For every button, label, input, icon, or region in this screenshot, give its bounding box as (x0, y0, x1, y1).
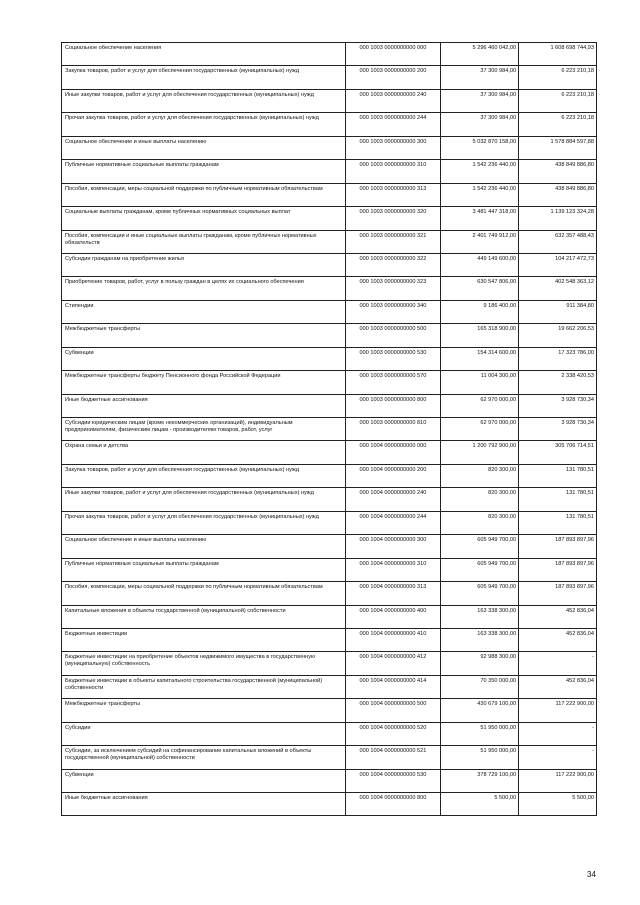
budget-table-body (62, 43, 597, 816)
row-name-cell: Приобретение товаров, работ, услуг в пользу граждан в целях их социального обеспечения (62, 277, 346, 300)
table-row (62, 207, 597, 230)
row-name-cell: Субсидии (62, 722, 346, 745)
row-code-cell: 000 1003 0000000000 322 (345, 253, 441, 276)
table-row (62, 746, 597, 769)
row-executed-cell: - (519, 722, 597, 745)
row-executed-cell: 1 608 698 744,93 (519, 43, 597, 66)
row-executed-cell: 452 836,04 (519, 675, 597, 698)
row-executed-cell: 402 548 363,12 (519, 277, 597, 300)
table-row (62, 43, 597, 66)
table-row (62, 136, 597, 159)
row-code-cell: 000 1004 0000000000 412 (345, 652, 441, 675)
row-executed-cell: 6 223 210,18 (519, 66, 597, 89)
row-amount-cell: 3 481 447 318,00 (441, 207, 519, 230)
row-executed-cell: 6 223 210,18 (519, 89, 597, 112)
row-name-cell: Субвенции (62, 347, 346, 370)
row-amount-cell: 5 032 870 158,00 (441, 136, 519, 159)
table-row (62, 699, 597, 722)
row-code-cell: 000 1004 0000000000 313 (345, 582, 441, 605)
row-code-cell: 000 1004 0000000000 400 (345, 605, 441, 628)
table-row (62, 418, 597, 441)
row-amount-cell: 1 542 236 440,00 (441, 183, 519, 206)
row-executed-cell: 5 500,00 (519, 793, 597, 816)
row-name-cell: Капитальные вложения в объекты государственной (муниципальной) собственности (62, 605, 346, 628)
table-row (62, 511, 597, 534)
row-name-cell: Иные бюджетные ассигнования (62, 793, 346, 816)
row-name-cell: Пособия, компенсации и иные социальные выплаты гражданам, кроме публичных нормативных обязательств (62, 230, 346, 253)
table-row (62, 347, 597, 370)
row-name-cell: Иные бюджетные ассигнования (62, 394, 346, 417)
row-name-cell: Социальное обеспечение и иные выплаты населению (62, 535, 346, 558)
table-row (62, 89, 597, 112)
row-name-cell: Бюджетные инвестиции (62, 628, 346, 651)
row-code-cell: 000 1003 0000000000 323 (345, 277, 441, 300)
row-amount-cell: 163 338 300,00 (441, 605, 519, 628)
row-amount-cell: 605 949 700,00 (441, 558, 519, 581)
row-amount-cell: 62 970 000,00 (441, 394, 519, 417)
row-name-cell: Субсидии, за исключением субсидий на софинансирование капитальных вложений в объекты государственной (муниципальной) собственности (62, 746, 346, 769)
row-amount-cell: 163 338 300,00 (441, 628, 519, 651)
row-name-cell: Иные закупки товаров, работ и услуг для обеспечения государственных (муниципальных) нужд (62, 89, 346, 112)
row-name-cell: Закупка товаров, работ и услуг для обеспечения государственных (муниципальных) нужд (62, 464, 346, 487)
row-amount-cell: 820 300,00 (441, 511, 519, 534)
row-executed-cell: 187 893 897,96 (519, 582, 597, 605)
row-code-cell: 000 1004 0000000000 000 (345, 441, 441, 464)
table-row (62, 371, 597, 394)
row-name-cell: Пособия, компенсации, меры социальной поддержки по публичным нормативным обязательствам (62, 183, 346, 206)
row-amount-cell: 11 004 300,00 (441, 371, 519, 394)
row-name-cell: Социальное обеспечение и иные выплаты населению (62, 136, 346, 159)
row-code-cell: 000 1004 0000000000 520 (345, 722, 441, 745)
table-row (62, 464, 597, 487)
table-row (62, 535, 597, 558)
row-executed-cell: 911 384,80 (519, 300, 597, 323)
table-row (62, 582, 597, 605)
row-amount-cell: 37 300 984,00 (441, 113, 519, 136)
row-code-cell: 000 1004 0000000000 800 (345, 793, 441, 816)
row-executed-cell: - (519, 746, 597, 769)
row-executed-cell: 438 849 886,80 (519, 160, 597, 183)
row-amount-cell: 51 950 000,00 (441, 722, 519, 745)
row-executed-cell: 1 139 123 324,28 (519, 207, 597, 230)
row-code-cell: 000 1004 0000000000 240 (345, 488, 441, 511)
row-executed-cell: 19 662 206,53 (519, 324, 597, 347)
row-amount-cell: 5 296 460 042,00 (441, 43, 519, 66)
row-executed-cell: 2 338 420,53 (519, 371, 597, 394)
row-amount-cell: 605 949 700,00 (441, 582, 519, 605)
row-executed-cell: 452 836,04 (519, 605, 597, 628)
row-name-cell: Межбюджетные трансферты (62, 324, 346, 347)
table-row (62, 394, 597, 417)
row-name-cell: Прочая закупка товаров, работ и услуг для обеспечения государственных (муниципальных) нужд (62, 511, 346, 534)
row-name-cell: Социальные выплаты гражданам, кроме публичных нормативных социальных выплат (62, 207, 346, 230)
row-executed-cell: 117 222 900,00 (519, 769, 597, 792)
row-code-cell: 000 1004 0000000000 521 (345, 746, 441, 769)
row-code-cell: 000 1004 0000000000 410 (345, 628, 441, 651)
row-amount-cell: 9 186 400,00 (441, 300, 519, 323)
row-executed-cell: 6 223 210,18 (519, 113, 597, 136)
row-executed-cell: 17 323 786,00 (519, 347, 597, 370)
row-executed-cell: 131 780,51 (519, 511, 597, 534)
row-name-cell: Межбюджетные трансферты бюджету Пенсионного фонда Российской Федерации (62, 371, 346, 394)
row-amount-cell: 5 500,00 (441, 793, 519, 816)
page-number: 34 (587, 870, 596, 879)
table-row (62, 722, 597, 745)
budget-table (61, 42, 597, 816)
row-name-cell: Социальное обеспечение населения (62, 43, 346, 66)
row-name-cell: Публичные нормативные социальные выплаты гражданам (62, 160, 346, 183)
row-executed-cell: 187 893 897,96 (519, 558, 597, 581)
row-amount-cell: 2 401 749 912,00 (441, 230, 519, 253)
row-code-cell: 000 1003 0000000000 810 (345, 418, 441, 441)
table-row (62, 675, 597, 698)
row-name-cell: Субсидии юридическим лицам (кроме некоммерческих организаций), индивидуальным предпринимателям, физическим лицам - производителям товаров, работ, услуг (62, 418, 346, 441)
row-executed-cell: 131 780,51 (519, 464, 597, 487)
row-code-cell: 000 1003 0000000000 320 (345, 207, 441, 230)
table-row (62, 113, 597, 136)
table-row (62, 324, 597, 347)
row-amount-cell: 70 350 000,00 (441, 675, 519, 698)
row-executed-cell: 104 217 472,73 (519, 253, 597, 276)
row-executed-cell: 305 706 714,51 (519, 441, 597, 464)
row-executed-cell: - (519, 652, 597, 675)
row-executed-cell: 3 928 730,34 (519, 418, 597, 441)
table-row (62, 793, 597, 816)
row-code-cell: 000 1003 0000000000 321 (345, 230, 441, 253)
row-executed-cell: 187 893 897,96 (519, 535, 597, 558)
table-row (62, 253, 597, 276)
row-name-cell: Охрана семьи и детства (62, 441, 346, 464)
row-code-cell: 000 1004 0000000000 310 (345, 558, 441, 581)
table-row (62, 488, 597, 511)
table-row (62, 277, 597, 300)
row-amount-cell: 430 679 100,00 (441, 699, 519, 722)
row-amount-cell: 51 950 000,00 (441, 746, 519, 769)
row-name-cell: Бюджетные инвестиции в объекты капитального строительства государственной (муниципальной) собственности (62, 675, 346, 698)
row-executed-cell: 117 222 900,00 (519, 699, 597, 722)
row-amount-cell: 630 547 806,00 (441, 277, 519, 300)
row-name-cell: Пособия, компенсации, меры социальной поддержки по публичным нормативным обязательствам (62, 582, 346, 605)
row-code-cell: 000 1003 0000000000 500 (345, 324, 441, 347)
row-amount-cell: 37 300 984,00 (441, 66, 519, 89)
row-name-cell: Публичные нормативные социальные выплаты гражданам (62, 558, 346, 581)
row-name-cell: Стипендии (62, 300, 346, 323)
row-executed-cell: 452 836,04 (519, 628, 597, 651)
row-code-cell: 000 1003 0000000000 244 (345, 113, 441, 136)
table-row (62, 441, 597, 464)
row-amount-cell: 37 300 984,00 (441, 89, 519, 112)
row-amount-cell: 820 300,00 (441, 464, 519, 487)
row-code-cell: 000 1003 0000000000 300 (345, 136, 441, 159)
row-code-cell: 000 1003 0000000000 313 (345, 183, 441, 206)
row-amount-cell: 449 149 600,00 (441, 253, 519, 276)
row-amount-cell: 154 314 600,00 (441, 347, 519, 370)
row-amount-cell: 1 542 236 440,00 (441, 160, 519, 183)
row-executed-cell: 632 357 488,43 (519, 230, 597, 253)
row-amount-cell: 378 729 100,00 (441, 769, 519, 792)
table-row (62, 66, 597, 89)
row-amount-cell: 62 970 000,00 (441, 418, 519, 441)
row-name-cell: Межбюджетные трансферты (62, 699, 346, 722)
row-code-cell: 000 1003 0000000000 310 (345, 160, 441, 183)
row-executed-cell: 1 578 884 597,88 (519, 136, 597, 159)
row-code-cell: 000 1004 0000000000 300 (345, 535, 441, 558)
row-amount-cell: 605 949 700,00 (441, 535, 519, 558)
row-code-cell: 000 1003 0000000000 570 (345, 371, 441, 394)
row-code-cell: 000 1003 0000000000 000 (345, 43, 441, 66)
table-row (62, 183, 597, 206)
row-code-cell: 000 1004 0000000000 500 (345, 699, 441, 722)
row-amount-cell: 92 988 300,00 (441, 652, 519, 675)
row-name-cell: Закупка товаров, работ и услуг для обеспечения государственных (муниципальных) нужд (62, 66, 346, 89)
row-code-cell: 000 1003 0000000000 340 (345, 300, 441, 323)
row-name-cell: Субсидии гражданам на приобретение жилья (62, 253, 346, 276)
row-executed-cell: 131 780,51 (519, 488, 597, 511)
row-code-cell: 000 1004 0000000000 530 (345, 769, 441, 792)
row-amount-cell: 1 200 792 900,00 (441, 441, 519, 464)
row-amount-cell: 820 300,00 (441, 488, 519, 511)
row-code-cell: 000 1004 0000000000 200 (345, 464, 441, 487)
table-row (62, 230, 597, 253)
table-row (62, 605, 597, 628)
row-code-cell: 000 1003 0000000000 240 (345, 89, 441, 112)
row-executed-cell: 3 928 730,34 (519, 394, 597, 417)
table-row (62, 300, 597, 323)
table-row (62, 652, 597, 675)
row-code-cell: 000 1003 0000000000 800 (345, 394, 441, 417)
row-code-cell: 000 1003 0000000000 530 (345, 347, 441, 370)
table-row (62, 160, 597, 183)
row-executed-cell: 438 849 886,80 (519, 183, 597, 206)
table-row (62, 628, 597, 651)
row-amount-cell: 165 318 900,00 (441, 324, 519, 347)
row-name-cell: Бюджетные инвестиции на приобретение объектов недвижимого имущества в государственную (муниципальную) собственность (62, 652, 346, 675)
table-row (62, 558, 597, 581)
row-code-cell: 000 1003 0000000000 200 (345, 66, 441, 89)
row-name-cell: Субвенции (62, 769, 346, 792)
row-name-cell: Иные закупки товаров, работ и услуг для обеспечения государственных (муниципальных) нужд (62, 488, 346, 511)
row-code-cell: 000 1004 0000000000 414 (345, 675, 441, 698)
row-name-cell: Прочая закупка товаров, работ и услуг для обеспечения государственных (муниципальных) нужд (62, 113, 346, 136)
table-row (62, 769, 597, 792)
row-code-cell: 000 1004 0000000000 244 (345, 511, 441, 534)
